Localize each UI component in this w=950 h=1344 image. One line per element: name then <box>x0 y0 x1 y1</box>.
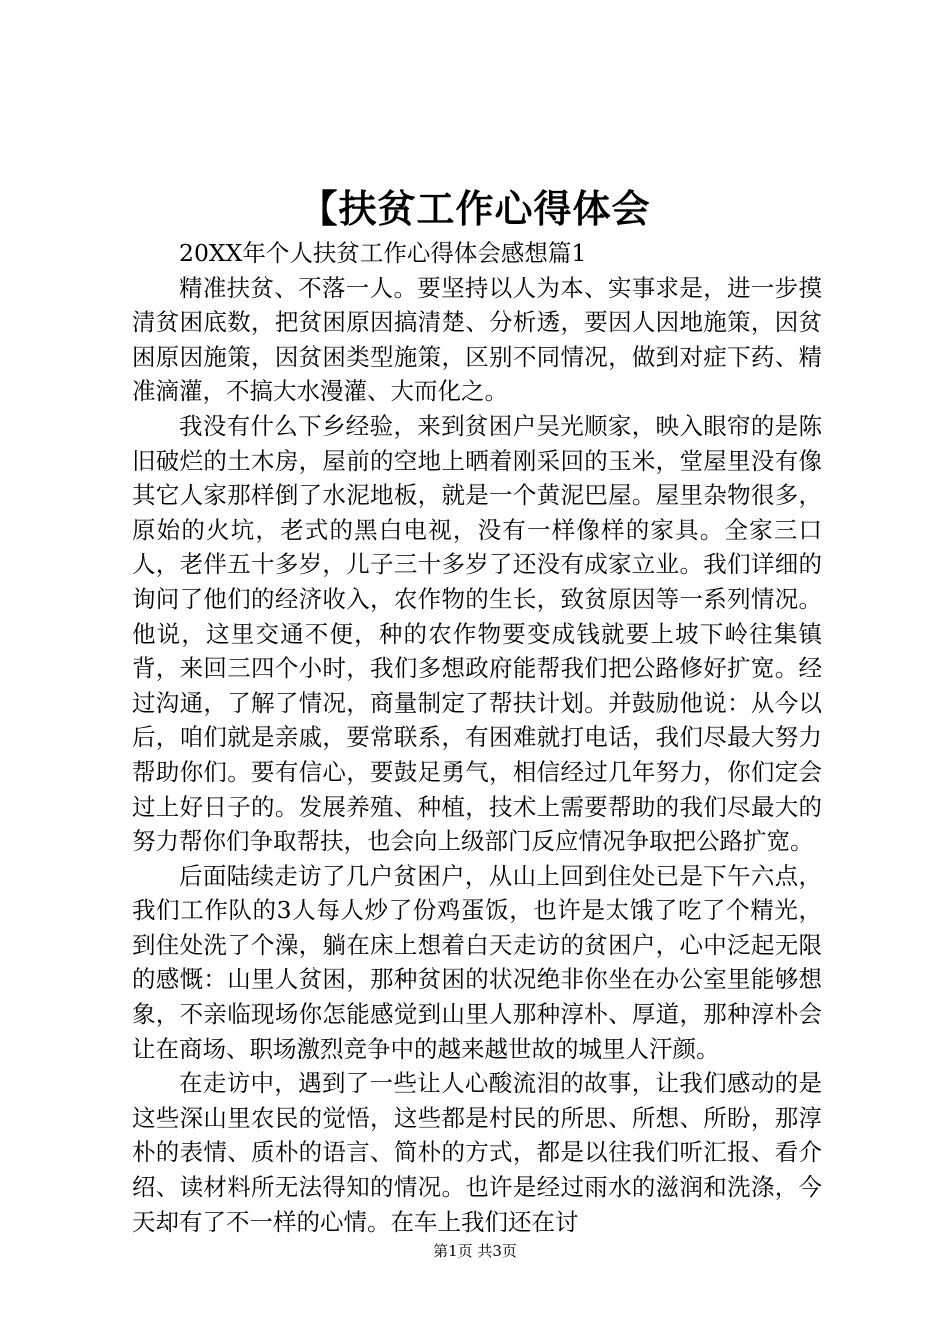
subtitle-line: 20XX年个人扶贫工作心得体会感想篇1 <box>179 239 587 267</box>
paragraph: 在走访中，遇到了一些让人心酸流泪的故事，让我们感动的是这些深山里农民的觉悟，这些都是村民的所思、所想、所盼，那淳朴的表情、质朴的语言、简朴的方式，都是以往我们听汇报、看介绍、读材料所无法得知的情况。也许是经过雨水的滋润和洗涤，今天却有了不一样的心情。在车上我们还在讨 <box>132 1069 822 1236</box>
paragraph: 我没有什么下乡经验，来到贫困户吴光顺家，映入眼帘的是陈旧破烂的土木房，屋前的空地上晒着刚采回的玉米，堂屋里没有像其它人家那样倒了水泥地板，就是一个黄泥巴屋。屋里杂物很多，原始的火坑，老式的黑白电视，没有一样像样的家具。全家三口人，老伴五十多岁，儿子三十多岁了还没有成家立业。我们详细的询问了他们的经济收入，农作物的生长，致贫原因等一系列情况。他说，这里交通不便，种的农作物要变成钱就要上坡下岭往集镇背，来回三四个小时，我们多想政府能帮我们把公路修好扩宽。经过沟通，了解了情况，商量制定了帮扶计划。并鼓励他说：从今以后，咱们就是亲戚，要常联系，有困难就打电话，我们尽最大努力帮助你们。要有信心，要鼓足勇气，相信经过几年努力，你们定会过上好日子的。发展养殖、种植，技术上需要帮助的我们尽最大的努力帮你们争取帮扶，也会向上级部门反应情况争取把公路扩宽。 <box>132 411 822 856</box>
document-body <box>132 236 822 1239</box>
document-title: 【扶贫工作心得体会 <box>299 186 651 231</box>
paragraph: 后面陆续走访了几户贫困户，从山上回到住处已是下午六点，我们工作队的3人每人炒了份鸡蛋饭，也许是太饿了吃了个精光，到住处洗了个澡，躺在床上想着白天走访的贫困户，心中泛起无限的感慨：山里人贫困，那种贫困的状况绝非你坐在办公室里能够想象，不亲临现场你怎能感觉到山里人那种淳朴、厚道，那种淳朴会让在商场、职场激烈竞争中的越来越世故的城里人汗颜。 <box>132 861 822 1063</box>
page-number-footer: 第1页 共3页 <box>433 1242 517 1260</box>
paragraph: 精准扶贫、不落一人。要坚持以人为本、实事求是，进一步摸清贫困底数，把贫困原因搞清楚、分析透，要因人因地施策，因贫困原因施策，因贫困类型施策，区别不同情况，做到对症下药、精准滴灌，不搞大水漫灌、大而化之。 <box>132 273 822 406</box>
